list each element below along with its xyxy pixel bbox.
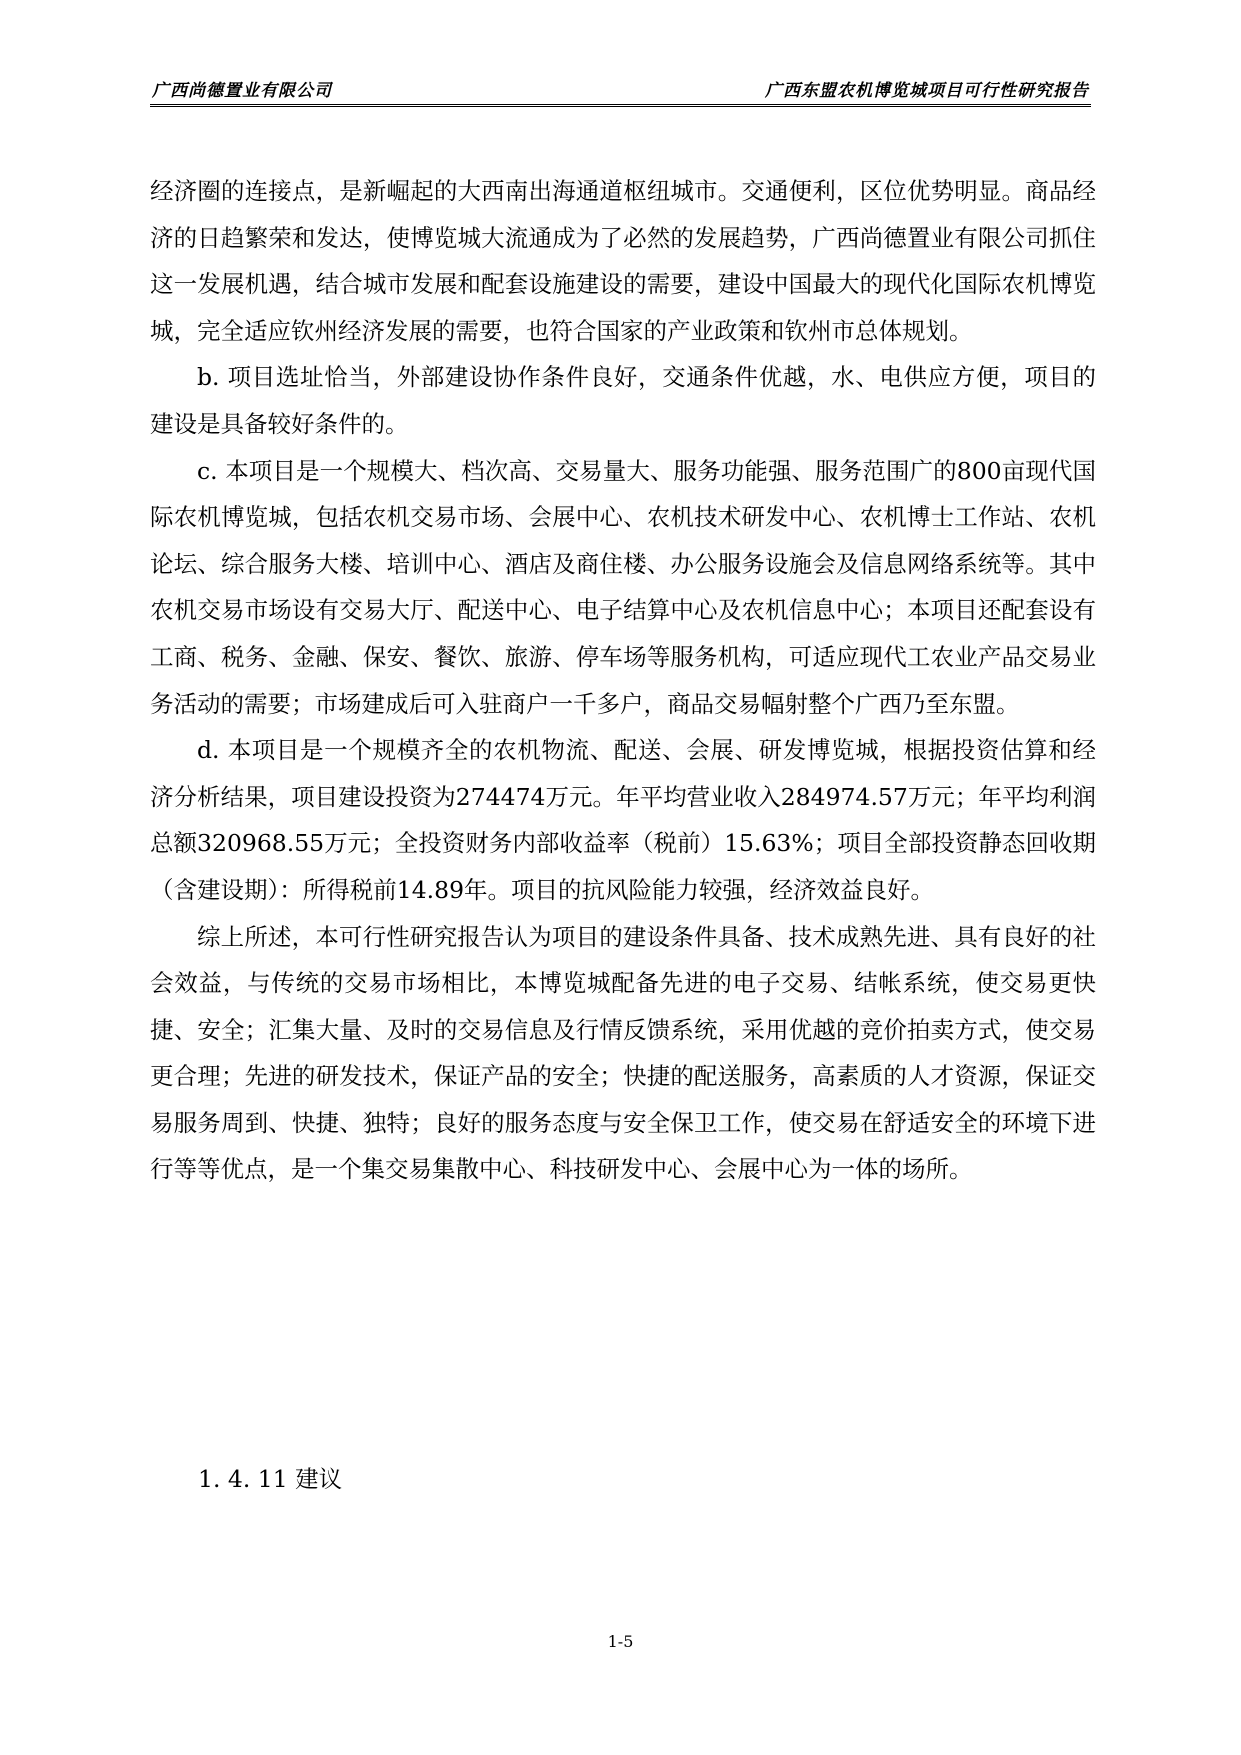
paragraph-d: d. 本项目是一个规模齐全的农机物流、配送、会展、研发博览城，根据投资估算和经济分析结果，项目建设投资为274474万元。年平均营业收入284974.57万元；年平均利润总额320968.55万元；全投资财务内部收益率（税前）15.63%；项目全部投资静态回收期（含建设期）：所得税前14.89年。项目的抗风险能力较强，经济效益良好。: [150, 736, 1096, 904]
header-company-name: 广西尚德置业有限公司: [152, 81, 332, 101]
paragraph-continuation: 经济圈的连接点，是新崛起的大西南出海通道枢纽城市。交通便利，区位优势明显。商品经济的日趋繁荣和发达，使博览城大流通成为了必然的发展趋势，广西尚德置业有限公司抓住这一发展机遇，结合城市发展和配套设施建设的需要，建设中国最大的现代化国际农机博览城，完全适应钦州经济发展的需要，也符合国家的产业政策和钦州市总体规划。: [150, 177, 1096, 345]
header-report-title: 广西东盟农机博览城项目可行性研究报告: [765, 81, 1089, 101]
paragraph-summary: 综上所述，本可行性研究报告认为项目的建设条件具备、技术成熟先进、具有良好的社会效益，与传统的交易市场相比，本博览城配备先进的电子交易、结帐系统，使交易更快捷、安全；汇集大量、及时的交易信息及行情反馈系统，采用优越的竞价拍卖方式，使交易更合理；先进的研发技术，保证产品的安全；快捷的配送服务，高素质的人才资源，保证交易服务周到、快捷、独特；良好的服务态度与安全保卫工作，使交易在舒适安全的环境下进行等等优点，是一个集交易集散中心、科技研发中心、会展中心为一体的场所。: [150, 922, 1096, 1184]
section-heading: 1. 4. 11 建议: [198, 1465, 343, 1493]
paragraph-c: c. 本项目是一个规模大、档次高、交易量大、服务功能强、服务范围广的800亩现代国际农机博览城，包括农机交易市场、会展中心、农机技术研发中心、农机博士工作站、农机论坛、综合服务大楼、培训中心、酒店及商住楼、办公服务设施会及信息网络系统等。其中农机交易市场设有交易大厅、配送中心、电子结算中心及农机信息中心；本项目还配套设有工商、税务、金融、保安、餐饮、旅游、停车场等服务机构，可适应现代工农业产品交易业务活动的需要；市场建成后可入驻商户一千多户，商品交易幅射整个广西乃至东盟。: [150, 456, 1096, 718]
paragraph-b: b. 项目选址恰当，外部建设协作条件良好，交通条件优越，水、电供应方便，项目的建设是具备较好条件的。: [150, 363, 1096, 438]
page-number: 1-5: [607, 1632, 634, 1651]
page-header: [150, 74, 1091, 107]
body-text: [150, 168, 1096, 1193]
